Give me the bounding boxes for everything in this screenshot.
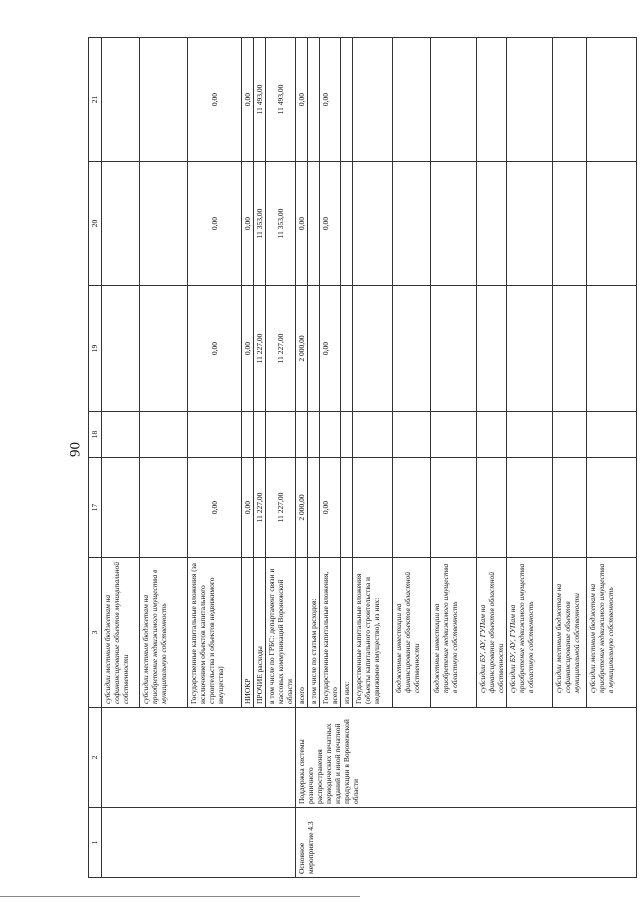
col-1-header: 1 <box>89 808 102 878</box>
cell-empty <box>102 708 296 808</box>
row-label: субсидии местным бюджетам на приобретение недвижимого имущества в муниципальную собственность <box>587 558 637 708</box>
cell-value: 0,00 <box>242 38 254 162</box>
cell-value: 0,00 <box>296 38 308 162</box>
rotated-table-content <box>88 38 615 878</box>
budget-table <box>88 37 637 878</box>
page-number: 90 <box>67 442 84 457</box>
rotated-table-frame <box>88 38 615 878</box>
row-label: бюджетные инвестиции на приобретение недвижимого имущества в областную собственность <box>431 558 477 708</box>
row-label: в том числе по ГРБС: департамент связи и массовых коммуникаций Воронежской области <box>266 558 296 708</box>
event-code: Основное мероприятие 4.3 <box>296 808 637 878</box>
col-2-header: 2 <box>89 708 102 808</box>
cell-value: 11 493,00 <box>254 38 266 162</box>
row-label: бюджетные инвестиции на финансирование объектов областной собственности <box>393 558 431 708</box>
table-row <box>102 38 140 878</box>
cell-value: 0,00 <box>320 38 341 162</box>
cell-value: 0,00 <box>188 458 242 558</box>
cell-value: 11 493,00 <box>266 38 296 162</box>
cell-value: 0,00 <box>242 286 254 412</box>
cell-value: 11 353,00 <box>254 162 266 286</box>
row-label: Государственные капитальные вложения, всего <box>320 558 341 708</box>
row-label: из них: <box>341 558 353 708</box>
cell-value: 2 000,00 <box>296 458 308 558</box>
row-label: всего <box>296 558 308 708</box>
cell-value: 11 227,00 <box>254 458 266 558</box>
cell-value: 0,00 <box>242 458 254 558</box>
col-18-header: 18 <box>89 412 102 458</box>
cell-value: 11 353,00 <box>266 162 296 286</box>
col-3-header: 3 <box>89 558 102 708</box>
col-21-header: 21 <box>89 38 102 162</box>
col-17-header: 17 <box>89 458 102 558</box>
cell-value: 0,00 <box>188 162 242 286</box>
cell-value: 0,00 <box>242 162 254 286</box>
cell-value: 11 227,00 <box>266 286 296 412</box>
col-19-header: 19 <box>89 286 102 412</box>
row-label: ПРОЧИЕ расходы <box>254 558 266 708</box>
row-label: в том числе по статьям расходов: <box>308 558 320 708</box>
row-label: субсидии местным бюджетам на софинансирование объектов муниципальной собственности <box>553 558 587 708</box>
cell-value: 11 227,00 <box>266 458 296 558</box>
row-label: Государственные капитальные вложения (за исключением объектов капитального строительства и объектов недвижимого имущества) <box>188 558 242 708</box>
table-row <box>296 38 308 878</box>
cell-value: 0,00 <box>320 162 341 286</box>
cell-value: 0,00 <box>188 38 242 162</box>
row-label: субсидии БУ, АУ, ГУПам на финансирование объектов областной собственности <box>477 558 507 708</box>
cell-value: 0,00 <box>320 458 341 558</box>
bottom-rule <box>0 896 360 897</box>
cell-value: 2 000,00 <box>296 286 308 412</box>
cell-value: 0,00 <box>188 286 242 412</box>
cell-empty <box>102 808 296 878</box>
cell-value: 11 227,00 <box>254 286 266 412</box>
row-label: субсидии местным бюджетам на софинансирование объектов муниципальной собственности <box>102 558 140 708</box>
cell-value: 0,00 <box>296 162 308 286</box>
row-label: НИОКР <box>242 558 254 708</box>
cell-value: 0,00 <box>320 286 341 412</box>
col-20-header: 20 <box>89 162 102 286</box>
row-label: Государственные капитальные вложения (объекты капитального строительства и недвижимое имущество), из них: <box>353 558 393 708</box>
header-row <box>89 38 102 878</box>
row-label: субсидии местным бюджетам на приобретение недвижимого имущества в муниципальную собственность <box>140 558 188 708</box>
row-label: субсидии БУ, АУ, ГУПам на приобретение недвижимого имущества в областную собственность <box>507 558 553 708</box>
event-name: Поддержка системы розничного распространения периодических печатных изданий и иной печатной продукции в Воронежской области <box>296 708 637 808</box>
